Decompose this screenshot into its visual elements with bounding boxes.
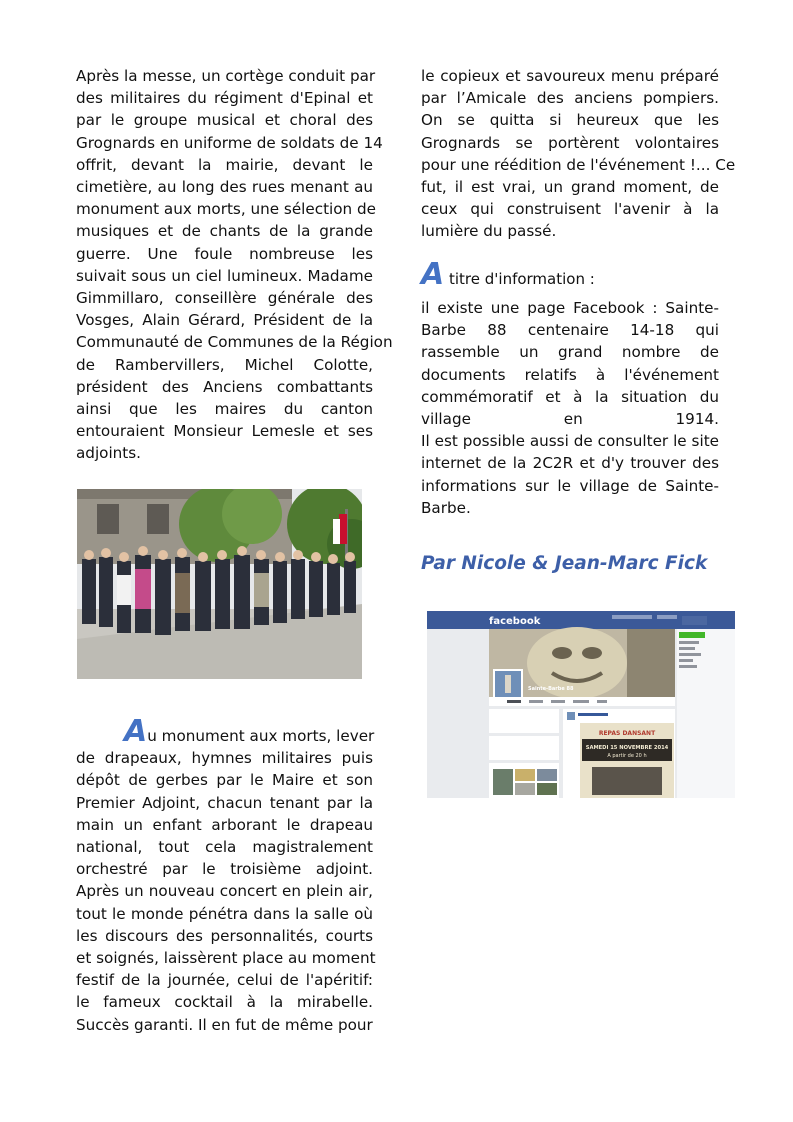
procession-line: ainsi que les maires du canton — [76, 400, 373, 419]
info-heading — [421, 257, 595, 292]
monument-line: Après un nouveau concert en plein air, — [76, 882, 373, 901]
info-line: Barbe 88 centenaire 14-18 qui — [421, 321, 719, 340]
procession-line: des militaires du régiment d'Epinal et — [76, 89, 373, 108]
info-line: Il est possible aussi de consulter le site — [421, 432, 719, 451]
procession-line: Après la messe, un cortège conduit par — [76, 67, 376, 85]
info-line: village en 1914. — [421, 410, 719, 429]
procession-line: monument aux morts, une sélection de — [76, 200, 376, 219]
procession-line: cimetière, au long des rues menant au — [76, 178, 373, 197]
info-line: Barbe. — [421, 498, 471, 517]
monument-line: Premier Adjoint, chacun tenant par la — [76, 793, 373, 812]
ceremony-photo — [77, 489, 362, 679]
facebook-page-screenshot — [427, 611, 735, 798]
info-line: documents relatifs à l'événement — [421, 365, 719, 384]
monument-first-line-text: u monument aux morts, lever — [147, 727, 375, 745]
info-line: commémoratif et à la situation du — [421, 387, 719, 406]
monument-line: main un enfant arborant le drapeau — [76, 815, 373, 834]
procession-line: adjoints. — [76, 444, 141, 463]
info-heading-text: titre d'information : — [444, 270, 595, 288]
procession-line: Gimmillaro, conseillère générale des — [76, 289, 373, 308]
monument-line: de drapeaux, hymnes militaires puis — [76, 749, 373, 768]
info-dropcap: A — [421, 257, 445, 292]
meal-line: par l’Amicale des anciens pompiers. — [421, 89, 719, 108]
monument-line: et soignés, laissèrent place au moment — [76, 949, 376, 968]
monument-line: les discours des personnalités, courts — [76, 926, 373, 945]
meal-line: le copieux et savoureux menu préparé — [421, 67, 719, 85]
article-paragraph-procession — [76, 65, 393, 465]
info-line: rassemble un grand nombre de — [421, 343, 719, 362]
monument-dropcap: A — [124, 714, 148, 749]
article-paragraph-monument — [76, 714, 376, 1036]
procession-line: par le groupe musical et choral des — [76, 111, 373, 130]
facebook-page-name: Sainte-Barbe 88 — [528, 686, 574, 692]
ceremony-photo-illustration — [77, 489, 362, 679]
procession-line: entouraient Monsieur Lemesle et ses — [76, 422, 373, 441]
monument-first-line — [76, 714, 375, 749]
monument-line: tout le monde pénétra dans la salle où — [76, 904, 373, 923]
poster-title: REPAS DANSANT — [598, 730, 656, 737]
monument-line: orchestré par le troisième adjoint. — [76, 860, 373, 879]
article-paragraph-info — [421, 297, 719, 519]
procession-line: musiques et de chants de la grande — [76, 222, 373, 241]
monument-line: Succès garanti. Il en fut de même pour — [76, 1015, 373, 1034]
procession-line: Grognards en uniforme de soldats de 14 — [76, 133, 383, 152]
facebook-page-illustration — [427, 611, 735, 798]
meal-line: lumière du passé. — [421, 222, 557, 241]
facebook-brand: facebook — [489, 616, 541, 627]
procession-line: président des Anciens combattants — [76, 377, 373, 396]
monument-line: le fameux cocktail à la mirabelle. — [76, 993, 373, 1012]
procession-line: Communauté de Communes de la Région — [76, 333, 393, 352]
monument-line: festif de la journée, celui de l'apéritif: — [76, 971, 373, 990]
info-line: il existe une page Facebook : Sainte- — [421, 299, 719, 317]
monument-line: dépôt de gerbes par le Maire et son — [76, 771, 373, 790]
info-line: informations sur le village de Sainte- — [421, 476, 719, 495]
poster-time: A partir de 20 h — [607, 753, 647, 759]
info-line: internet de la 2C2R et d'y trouver des — [421, 454, 719, 473]
procession-line: Vosges, Alain Gérard, Président de la — [76, 311, 373, 330]
procession-line: guerre. Une foule nombreuse les — [76, 244, 373, 263]
procession-line: offrit, devant la mairie, devant le — [76, 155, 373, 174]
meal-line: Grognards se portèrent volontaires — [421, 133, 719, 152]
article-paragraph-meal — [421, 65, 736, 243]
monument-line: national, tout cela magistralement — [76, 838, 373, 857]
poster-date: SAMEDI 15 NOVEMBRE 2014 — [585, 745, 669, 751]
meal-line: pour une réédition de l'événement !... Ce — [421, 155, 736, 174]
meal-line: On se quitta si heureux que les — [421, 111, 719, 130]
procession-line: de Rambervillers, Michel Colotte, — [76, 355, 373, 374]
author-signature: Par Nicole & Jean-Marc Fick — [421, 553, 708, 574]
procession-line: suivait sous un ciel lumineux. Madame — [76, 266, 373, 285]
meal-line: ceux qui construisent l'avenir à la — [421, 200, 719, 219]
meal-line: fut, il est vrai, un grand moment, de — [421, 178, 719, 197]
